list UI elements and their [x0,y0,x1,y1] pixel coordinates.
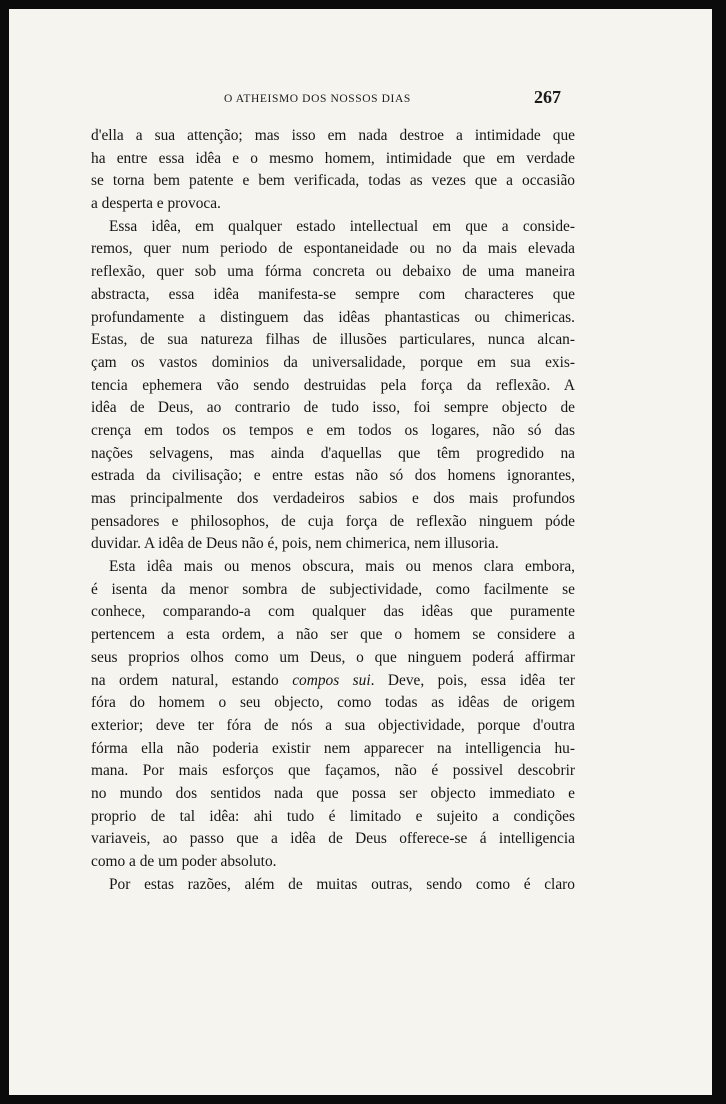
text-line: abstracta, essa idêa manifesta-se sempre com characteres que [91,285,575,303]
text-line: mas principalmente dos verdadeiros sabios e dos mais profundos [91,490,575,507]
book-page [9,9,712,1095]
page-number: 267 [534,87,561,107]
text-line: reflexão, quer sob uma fórma concreta ou debaixo de uma maneira [91,263,575,281]
text-line: Essa idêa, em qualquer estado intellectual em que a conside- [109,217,575,235]
body-text [91,125,575,896]
text-line: fóra do homem o seu objecto, como todas as idêas de origem [91,694,575,712]
text-line: no mundo dos sentidos nada que possa ser objecto immediato e [91,784,575,802]
text-line: exterior; deve ter fóra de nós a sua objectividade, porque d'outra [91,716,575,734]
text-line: idêa de Deus, ao contrario de tudo isso, foi sempre objecto de [91,399,575,417]
text-line: ha entre essa idêa e o mesmo homem, intimidade que em verdade [91,149,575,167]
text-line: d'ella a sua attenção; mas isso em nada destroe a intimidade que [91,127,575,144]
text-line: estrada da civilisação; e entre estas não só dos homens ignorantes, [91,467,575,485]
text-line: tencia ephemera vão sendo destruidas pela força da reflexão. A [91,376,575,394]
text-line: crença em todos os tempos e em todos os logares, não só das [91,421,575,439]
text-line: Estas, de sua natureza filhas de illusões particulares, nunca alcan- [91,331,575,349]
text-line: mana. Por mais esforços que façamos, não é possivel descobrir [91,762,575,780]
text-line: Por estas razões, além de muitas outras, sendo como é claro [109,875,575,893]
text-line: nações selvagens, mas ainda d'aquellas que têm progredido na [91,444,575,462]
text-line: profundamente a distinguem das idêas phantasticas ou chimericas. [91,308,575,326]
text-line: fórma ella não poderia existir nem apparecer na intelligencia hu- [91,739,575,757]
text-line: como a de um poder absoluto. [91,853,277,870]
text-line: variaveis, ao passo que a idêa de Deus offerece-se á intelligencia [91,830,575,848]
text-line: é isenta da menor sombra de subjectividade, como facilmente se [91,580,575,598]
text-line: çam os vastos dominios da universalidade, porque em sua exis- [91,353,575,371]
text-line: seus proprios olhos como um Deus, o que ninguem poderá affirmar [91,648,575,666]
text-line: pensadores e philosophos, de cuja força de reflexão ninguem póde [91,512,575,530]
text-line: conhece, comparando-a com qualquer das idêas que puramente [91,603,575,621]
text-line: remos, quer num periodo de espontaneidade ou no da mais elevada [91,240,575,258]
running-title: O ATHEISMO DOS NOSSOS DIAS [224,93,411,105]
page-header [9,87,712,111]
text-line: se torna bem patente e bem verificada, todas as vezes que a occasião [91,172,575,190]
text-line: na ordem natural, estando compos sui. Deve, pois, essa idêa ter [91,671,575,689]
text-line: duvidar. A idêa de Deus não é, pois, nem chimerica, nem illusoria. [91,535,499,553]
text-line: proprio de tal idêa: ahi tudo é limitado e sujeito a condições [91,807,575,825]
text-line: Esta idêa mais ou menos obscura, mais ou menos clara embora, [109,558,575,576]
text-line: a desperta e provoca. [91,195,221,213]
text-line: pertencem a esta ordem, a não ser que o homem se considere a [91,626,575,644]
